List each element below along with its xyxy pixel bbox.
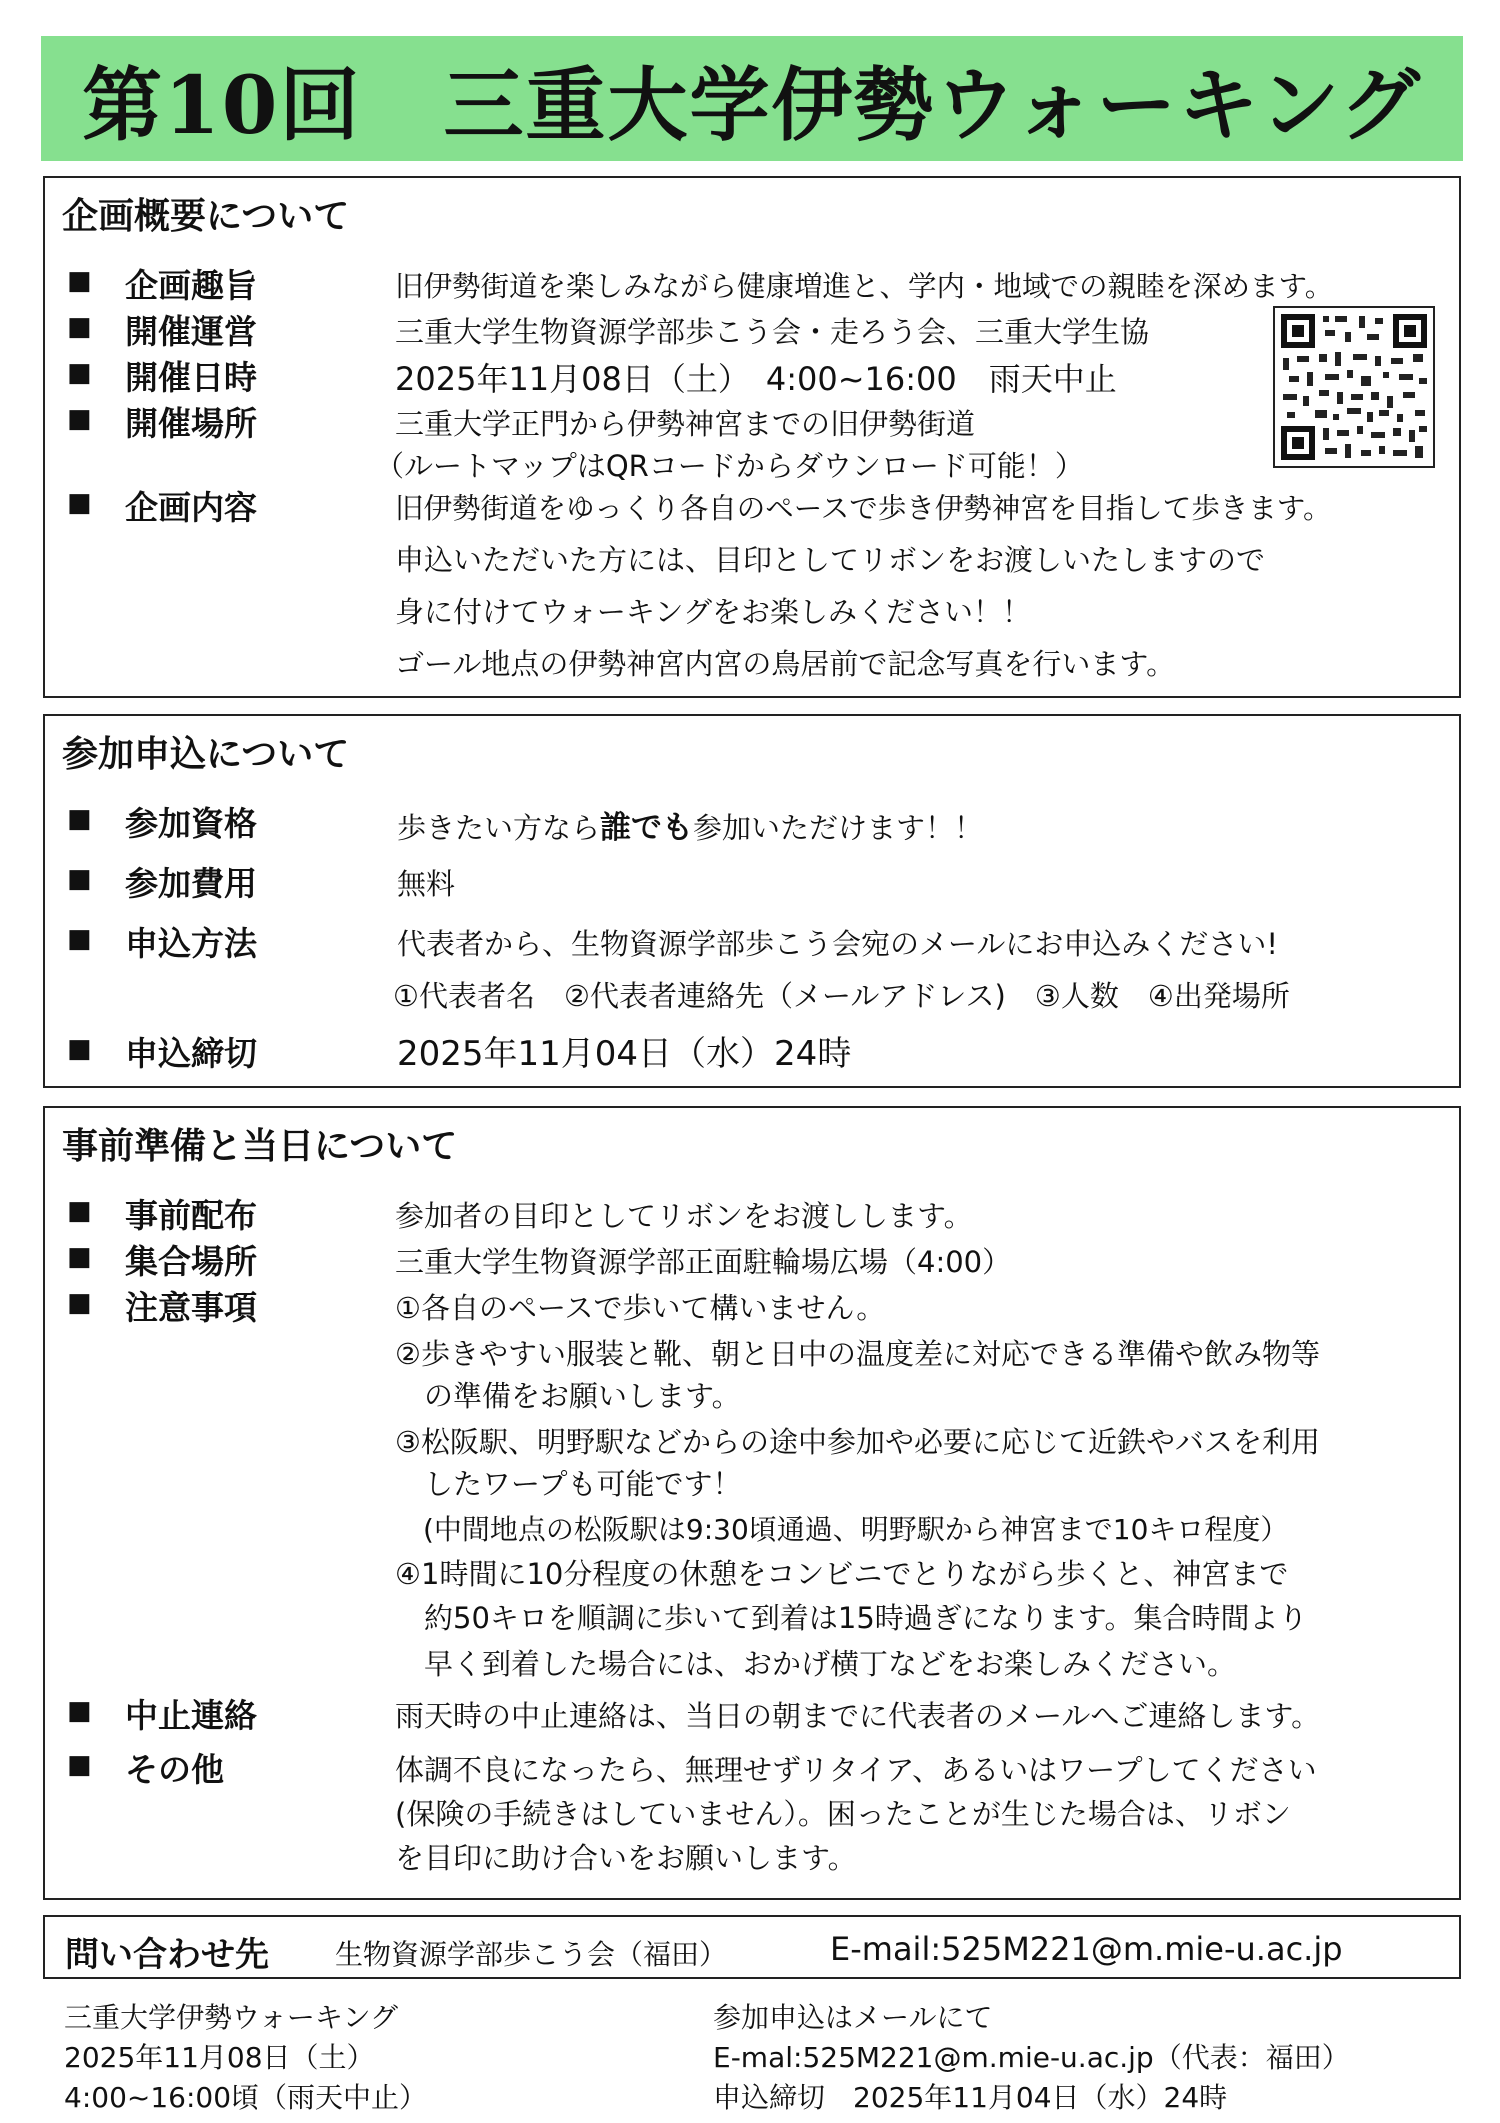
page-title: 第10回 三重大学伊勢ウォーキング — [82, 58, 1422, 152]
item-value: ③松阪駅、明野駅などからの途中参加や必要に応じて近鉄やバスを利用 — [395, 1425, 1320, 1459]
item-value: ①各自のペースで歩いて構いません。 — [395, 1291, 886, 1325]
item-value: 三重大学生物資源学部歩こう会・走ろう会、三重大学生協 — [395, 315, 1150, 349]
bullet-icon: ■ — [67, 1750, 92, 1780]
item-value: 三重大学生物資源学部正面駐輪場広場（4:00） — [395, 1245, 1012, 1279]
bullet-icon: ■ — [67, 266, 92, 296]
item-value: 参加者の目印としてリボンをお渡しします。 — [395, 1199, 973, 1233]
item-value: 三重大学正門から伊勢神宮までの旧伊勢街道 — [395, 407, 976, 441]
application-heading: 参加申込について — [62, 734, 350, 775]
bullet-icon: ■ — [67, 312, 92, 342]
bullet-icon: ■ — [67, 804, 92, 834]
item-value: の準備をお願いします。 — [395, 1379, 741, 1413]
item-value: 約50キロを順調に歩いて到着は15時過ぎになります。集合時間より — [395, 1601, 1308, 1635]
contact-label: 問い合わせ先 — [65, 1935, 269, 1975]
item-value: 旧伊勢街道を楽しみながら健康増進と、学内・地域での親睦を深めます。 — [395, 270, 1334, 303]
qr-code-graphic — [1275, 308, 1433, 466]
item-value: 申込いただいた方には、目印としてリボンをお渡しいたしますので — [395, 543, 1266, 577]
bullet-icon: ■ — [67, 864, 92, 894]
item-label: 参加費用 — [125, 864, 257, 903]
bullet-icon: ■ — [67, 404, 92, 434]
item-label: 事前配布 — [125, 1196, 257, 1235]
contact-section — [43, 1915, 1461, 1979]
item-label: 注意事項 — [125, 1288, 257, 1327]
item-label: 集合場所 — [125, 1242, 257, 1281]
application-section — [43, 714, 1461, 1088]
bullet-icon: ■ — [67, 1196, 92, 1226]
footer-right-line: 申込締切 2025年11月04日（水）24時 — [713, 2081, 1228, 2114]
contact-organization: 生物資源学部歩こう会（福田） — [335, 1938, 728, 1971]
item-value: したワープも可能です！ — [395, 1467, 742, 1501]
overview-section — [43, 176, 1461, 698]
footer-left-line: 4:00~16:00頃（雨天中止） — [64, 2081, 428, 2114]
item-value: (中間地点の松阪駅は9:30頃通過、明野駅から神宮まで10キロ程度） — [395, 1513, 1289, 1546]
item-label: 申込締切 — [125, 1034, 257, 1073]
footer-email-link[interactable]: E-mal:525M221@m.mie-u.ac.jp（代表：福田） — [713, 2041, 1350, 2074]
item-label: 中止連絡 — [125, 1696, 257, 1735]
footer-right-line: 参加申込はメールにて — [713, 2001, 993, 2034]
item-value: 体調不良になったら、無理せずリタイア、あるいはワープしてください — [395, 1753, 1317, 1787]
eligibility-emphasis: 誰でも — [600, 810, 694, 846]
item-value: (保険の手続きはしていません）。困ったことが生じた場合は、リボン — [395, 1797, 1291, 1831]
qr-code-icon[interactable] — [1273, 306, 1435, 468]
item-value: 代表者から、生物資源学部歩こう会宛のメールにお申込みください! — [397, 927, 1279, 961]
bullet-icon: ■ — [67, 1288, 92, 1318]
prep-section — [43, 1106, 1461, 1900]
item-value: 身に付けてウォーキングをお楽しみください！！ — [395, 595, 1031, 629]
prep-heading: 事前準備と当日について — [62, 1126, 458, 1167]
bullet-icon: ■ — [67, 1696, 92, 1726]
item-label: 企画内容 — [125, 488, 257, 527]
item-value: 無料 — [397, 867, 456, 901]
bullet-icon: ■ — [67, 1034, 92, 1064]
eligibility-text-pre: 歩きたい方なら — [397, 811, 601, 845]
item-value: 2025年11月08日（土） 4:00~16:00 雨天中止 — [395, 360, 1117, 398]
bullet-icon: ■ — [67, 358, 92, 388]
item-label: 開催場所 — [125, 404, 257, 443]
item-label: 申込方法 — [125, 924, 257, 963]
item-value: 2025年11月04日（水）24時 — [397, 1034, 852, 1074]
bullet-icon: ■ — [67, 1242, 92, 1272]
item-value: ①代表者名 ②代表者連絡先（メールアドレス) ③人数 ④出発場所 — [393, 979, 1290, 1013]
item-value: ②歩きやすい服装と靴、朝と日中の温度差に対応できる準備や飲み物等 — [395, 1337, 1320, 1371]
item-value: （ルートマップはQRコードからダウンロード可能！） — [375, 449, 1084, 483]
item-value: ④1時間に10分程度の休憩をコンビニでとりながら歩くと、神宮まで — [395, 1557, 1289, 1591]
item-value: 早く到着した場合には、おかげ横丁などをお楽しみください。 — [395, 1647, 1237, 1681]
footer-left-line: 三重大学伊勢ウォーキング — [64, 2001, 399, 2034]
footer-left-line: 2025年11月08日（土） — [64, 2041, 375, 2074]
overview-heading: 企画概要について — [62, 196, 350, 237]
item-label: 開催運営 — [125, 312, 257, 351]
item-label: その他 — [125, 1750, 224, 1789]
item-value: 旧伊勢街道をゆっくり各自のペースで歩き伊勢神宮を目指して歩きます。 — [395, 492, 1332, 525]
eligibility-text-post: 参加いただけます！！ — [693, 811, 984, 845]
item-label: 企画趣旨 — [125, 266, 257, 305]
item-value — [397, 802, 983, 847]
title-banner — [41, 36, 1463, 161]
contact-email-link[interactable]: E-mail:525M221@m.mie-u.ac.jp — [830, 1930, 1343, 1968]
item-value: ゴール地点の伊勢神宮内宮の鳥居前で記念写真を行います。 — [395, 647, 1176, 681]
item-value: を目印に助け合いをお願いします。 — [395, 1841, 857, 1875]
item-label: 開催日時 — [125, 358, 257, 397]
bullet-icon: ■ — [67, 488, 92, 518]
item-value: 雨天時の中止連絡は、当日の朝までに代表者のメールへご連絡します。 — [395, 1699, 1321, 1733]
item-label: 参加資格 — [125, 804, 257, 843]
bullet-icon: ■ — [67, 924, 92, 954]
